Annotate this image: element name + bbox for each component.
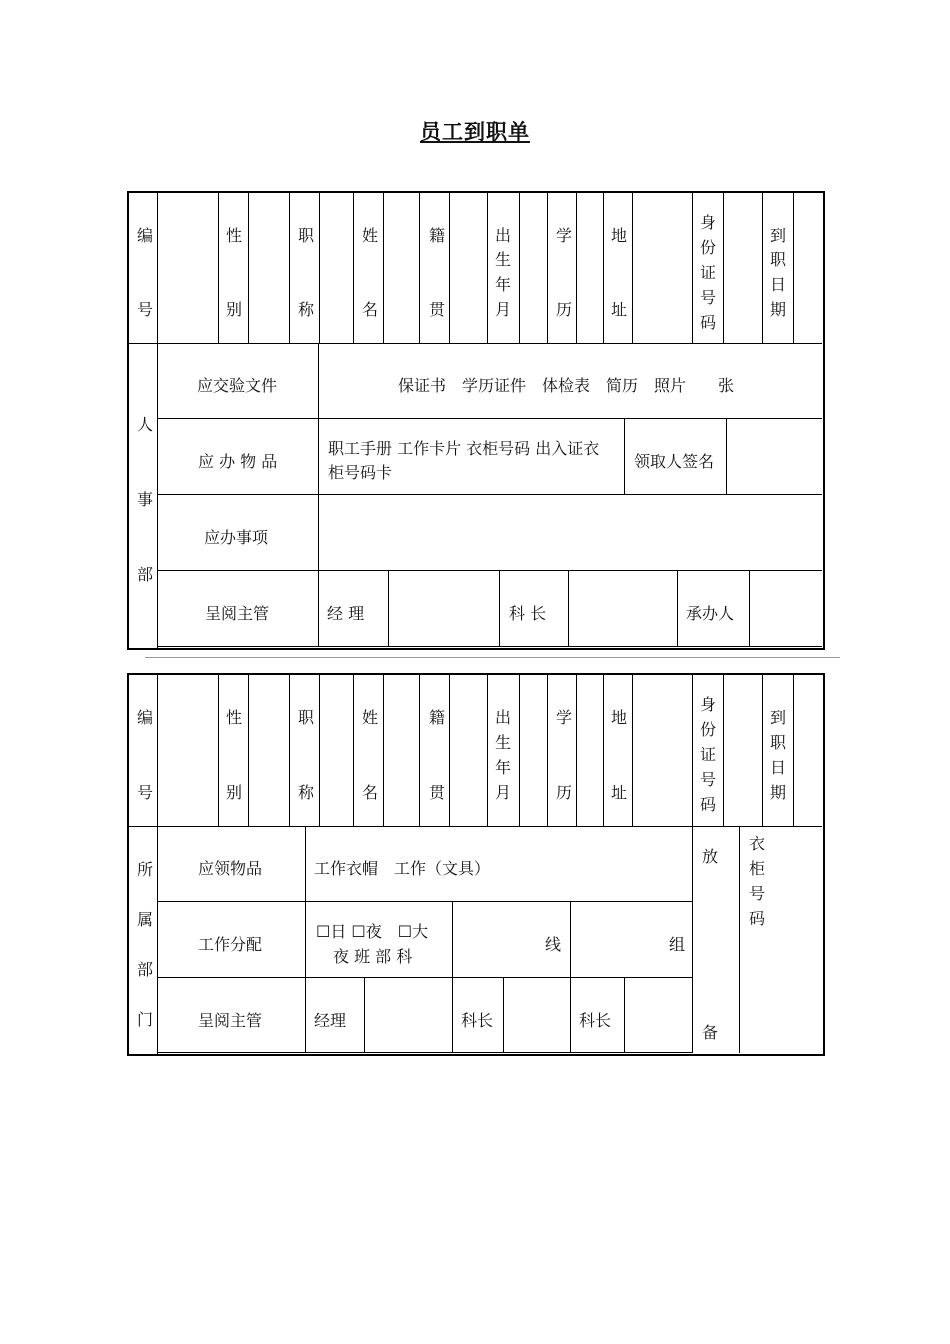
label-gender-top-2: 性 [226,708,243,727]
label-docs: 应交验文件 [197,376,278,395]
label-receiver: 领取人签名 [634,452,715,471]
label-birth-1-2: 出 [494,708,511,727]
value-items-line2: 柜号码卡 [328,463,393,482]
label-edu-bottom-2: 历 [556,783,573,802]
value-dept-items: 工作衣帽 工作（文具） [314,859,491,878]
label-biancode-top: 编 [137,226,154,245]
label-join-1: 到 [769,226,786,245]
label-title-bottom: 称 [298,300,315,319]
label-addr-top: 地 [611,226,628,245]
label-birth-3: 年 [494,275,511,294]
label-assign: 工作分配 [198,935,263,954]
label-birth-1: 出 [494,226,511,245]
label-gender-bottom-2: 别 [226,783,243,802]
label-origin-bottom-2: 贯 [429,783,446,802]
label-edu-bottom: 历 [556,300,573,319]
value-docs: 保证书 学历证件 体检表 简历 照片 张 [398,376,735,395]
label-name-top: 姓 [362,226,379,245]
label-birth-2: 生 [494,250,511,269]
label-name-top-2: 姓 [362,708,379,727]
label-title-bottom-2: 称 [298,783,315,802]
label-locker-2: 柜 [748,859,765,878]
label-join-1-2: 到 [769,708,786,727]
label-name-bottom: 名 [362,300,379,319]
label-join-3-2: 日 [769,758,786,777]
label-title-top: 职 [298,226,315,245]
label-id-1-2: 身 [699,695,716,714]
value-shift-line2: 夜 班 部 科 [333,947,413,966]
label-items: 应 办 物 品 [198,452,278,471]
label-birth-2-2: 生 [494,733,511,752]
label-id-3: 证 [699,263,716,282]
label-name-bottom-2: 名 [362,783,379,802]
value-items-line1: 职工手册 工作卡片 衣柜号码 出入证衣 [328,439,600,458]
label-remark-top: 放 [702,847,719,866]
label-origin-top-2: 籍 [429,708,446,727]
label-join-3: 日 [769,275,786,294]
section-dept-2: 属 [136,910,153,929]
label-title-top-2: 职 [298,708,315,727]
divider [145,657,840,658]
label-biancode-top-2: 编 [137,708,154,727]
label-id-2-2: 份 [699,720,716,739]
label-locker-4: 码 [748,909,765,928]
label-birth-4-2: 月 [494,783,511,802]
label-id-4-2: 号 [699,770,716,789]
label-gender-top: 性 [226,226,243,245]
label-join-2-2: 职 [769,733,786,752]
label-id-2: 份 [699,238,716,257]
label-id-4: 号 [699,288,716,307]
label-id-1: 身 [699,213,716,232]
label-locker-3: 号 [748,884,765,903]
label-manager: 经 理 [327,604,365,623]
section-hr-1: 人 [136,415,153,434]
value-shift-line1: ☐日 ☐夜 ☐大 [316,922,429,941]
label-id-5: 码 [699,313,716,332]
label-matters: 应办事项 [204,528,269,547]
label-join-4: 期 [769,300,786,319]
label-dept-items: 应领物品 [198,859,263,878]
label-join-4-2: 期 [769,783,786,802]
section-dept-1: 所 [136,860,153,879]
label-addr-top-2: 地 [611,708,628,727]
label-review: 呈阅主管 [205,604,270,623]
label-locker-1: 衣 [748,834,765,853]
label-origin-bottom: 贯 [429,300,446,319]
label-biancode-bottom: 号 [137,300,154,319]
section-hr-2: 事 [136,490,153,509]
label-dept-manager: 经理 [314,1011,347,1030]
label-join-2: 职 [769,250,786,269]
label-chief: 科 长 [509,604,547,623]
label-addr-bottom-2: 址 [611,783,628,802]
label-line: 线 [545,935,562,954]
label-group: 组 [669,935,686,954]
label-handler: 承办人 [686,604,735,623]
label-addr-bottom: 址 [611,300,628,319]
label-id-3-2: 证 [699,745,716,764]
label-biancode-bottom-2: 号 [137,783,154,802]
label-birth-4: 月 [494,300,511,319]
section-dept-4: 门 [136,1010,153,1029]
section-hr-3: 部 [136,565,153,584]
label-id-5-2: 码 [699,795,716,814]
label-remark-bottom: 备 [702,1023,719,1042]
label-dept-review: 呈阅主管 [198,1011,263,1030]
label-edu-top: 学 [556,226,573,245]
label-dept-chief: 科长 [461,1011,494,1030]
label-gender-bottom: 别 [226,300,243,319]
label-edu-top-2: 学 [556,708,573,727]
label-birth-3-2: 年 [494,758,511,777]
section-dept-3: 部 [136,960,153,979]
page-title: 员工到职单 [420,120,530,144]
label-origin-top: 籍 [429,226,446,245]
table-hr [127,191,825,650]
label-dept-chief-2: 科长 [579,1011,612,1030]
